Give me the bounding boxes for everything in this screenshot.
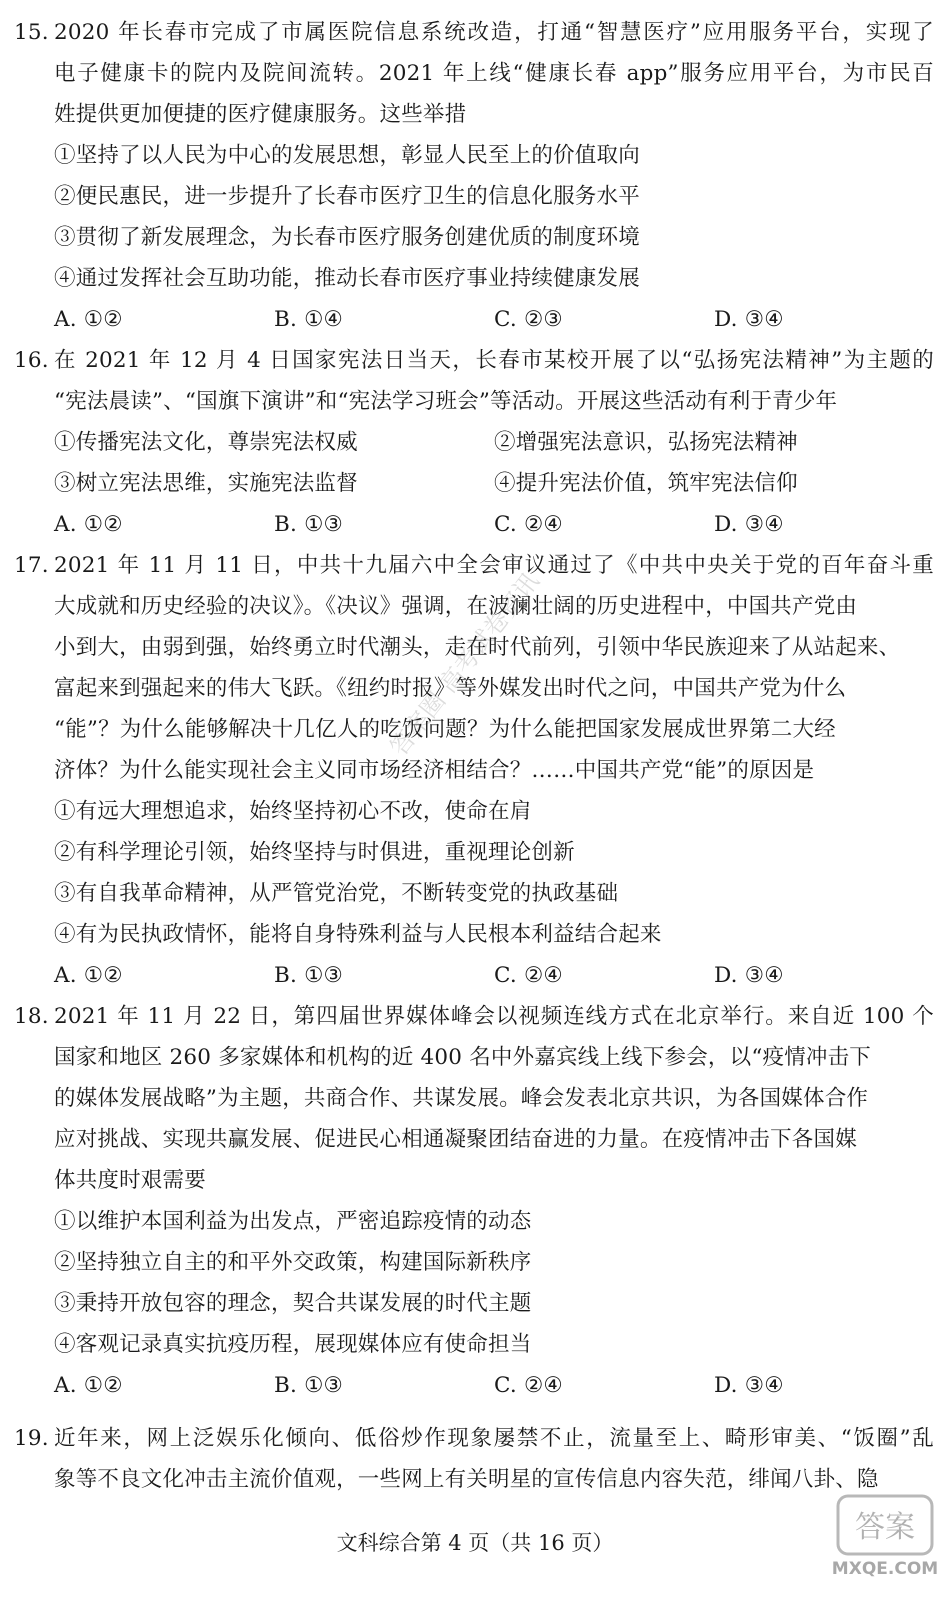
question-stem-line: 2021 年 11 月 11 日，中共十九届六中全会审议通过了《中共中央关于党的百年奋斗重	[54, 553, 934, 578]
statement: ④客观记录真实抗疫历程，展现媒体应有使命担当	[54, 1332, 532, 1357]
question-stem-line: 的媒体发展战略”为主题，共商合作、共谋发展。峰会发表北京共识，为各国媒体合作	[54, 1086, 869, 1111]
question-17	[14, 545, 934, 996]
question-stem-line: 应对挑战、实现共赢发展、促进民心相通凝聚团结奋进的力量。在疫情冲击下各国媒	[54, 1127, 857, 1152]
question-number: 17.	[14, 553, 49, 578]
question-15	[14, 12, 934, 340]
option-c: C. ②④	[494, 1373, 563, 1398]
question-stem-line: 2020 年长春市完成了市属医院信息系统改造，打通“智慧医疗”应用服务平台，实现了	[54, 20, 934, 45]
watermark-logo-icon	[830, 1490, 940, 1580]
option-a: A. ①②	[54, 512, 123, 537]
option-a: A. ①②	[54, 307, 123, 332]
question-number: 15.	[14, 20, 49, 45]
question-stem-line: 富起来到强起来的伟大飞跃。《纽约时报》等外媒发出时代之问，中国共产党为什么	[54, 676, 847, 701]
page-footer: 文科综合第 4 页（共 16 页）	[336, 1531, 614, 1555]
answer-options	[14, 299, 934, 340]
question-stem-line: 姓提供更加便捷的医疗健康服务。这些举措	[54, 102, 467, 127]
option-a: A. ①②	[54, 963, 123, 988]
statement: ④通过发挥社会互助功能，推动长春市医疗事业持续健康发展	[54, 266, 640, 291]
option-b: B. ①③	[274, 963, 344, 988]
question-number: 18.	[14, 1004, 49, 1029]
statement: ①坚持了以人民为中心的发展思想，彰显人民至上的价值取向	[54, 143, 640, 168]
question-stem-line: “宪法晨读”、“国旗下演讲”和“宪法学习班会”等活动。开展这些活动有利于青少年	[54, 389, 838, 414]
question-number: 16.	[14, 348, 49, 373]
question-stem-line: “能”？为什么能够解决十几亿人的吃饭问题？为什么能把国家发展成世界第二大经	[54, 717, 836, 742]
statement: ③树立宪法思维，实施宪法监督	[54, 471, 358, 496]
svg-text:MXQE.COM: MXQE.COM	[831, 1559, 939, 1579]
question-stem-line: 近年来，网上泛娱乐化倾向、低俗炒作现象屡禁不止，流量至上、畸形审美、“饭圈”乱	[54, 1426, 934, 1451]
statement: ②坚持独立自主的和平外交政策，构建国际新秩序	[54, 1250, 532, 1275]
statement: ③贯彻了新发展理念，为长春市医疗服务创建优质的制度环境	[54, 225, 640, 250]
statement: ③有自我革命精神，从严管党治党，不断转变党的执政基础	[54, 881, 619, 906]
answer-options	[14, 504, 934, 545]
question-stem-line: 小到大，由弱到强，始终勇立时代潮头，走在时代前列，引领中华民族迎来了从站起来、	[54, 635, 901, 660]
statement: ②便民惠民，进一步提升了长春市医疗卫生的信息化服务水平	[54, 184, 640, 209]
option-d: D. ③④	[714, 1373, 784, 1398]
svg-text:答案: 答案	[855, 1510, 915, 1545]
question-18	[14, 996, 934, 1406]
question-stem-line: 国家和地区 260 多家媒体和机构的近 400 名中外嘉宾线上线下参会，以“疫情冲击下	[54, 1045, 872, 1070]
question-stem-line: 在 2021 年 12 月 4 日国家宪法日当天，长春市某校开展了以“弘扬宪法精神”为主题的	[54, 348, 934, 373]
option-c: C. ②④	[494, 963, 563, 988]
question-stem-line: 济体？为什么能实现社会主义同市场经济相结合？……中国共产党“能”的原因是	[54, 758, 815, 783]
statement: ①传播宪法文化，尊崇宪法权威	[54, 430, 358, 455]
question-16	[14, 340, 934, 545]
statement: ④有为民执政情怀，能将自身特殊利益与人民根本利益结合起来	[54, 922, 662, 947]
answer-options	[14, 955, 934, 996]
question-number: 19.	[14, 1426, 49, 1451]
statement: ①有远大理想追求，始终坚持初心不改，使命在肩	[54, 799, 532, 824]
statement: ②增强宪法意识，弘扬宪法精神	[494, 430, 798, 455]
question-stem-line: 2021 年 11 月 22 日，第四届世界媒体峰会以视频连线方式在北京举行。来自近 100 个	[54, 1004, 934, 1029]
question-19	[14, 1418, 934, 1500]
option-b: B. ①③	[274, 512, 344, 537]
option-b: B. ①③	[274, 1373, 344, 1398]
statement: ③秉持开放包容的理念，契合共谋发展的时代主题	[54, 1291, 532, 1316]
statement: ①以维护本国利益为出发点，严密追踪疫情的动态	[54, 1209, 532, 1234]
option-c: C. ②④	[494, 512, 563, 537]
option-a: A. ①②	[54, 1373, 123, 1398]
option-d: D. ③④	[714, 963, 784, 988]
option-d: D. ③④	[714, 307, 784, 332]
question-stem-line: 体共度时艰需要	[54, 1168, 206, 1193]
option-b: B. ①④	[274, 307, 344, 332]
question-stem-line: 象等不良文化冲击主流价值观，一些网上有关明星的宣传信息内容失范，绯闻八卦、隐	[54, 1467, 879, 1492]
option-d: D. ③④	[714, 512, 784, 537]
statement: ④提升宪法价值，筑牢宪法信仰	[494, 471, 798, 496]
option-c: C. ②③	[494, 307, 563, 332]
question-stem-line: 电子健康卡的院内及院间流转。2021 年上线“健康长春 app”服务应用平台，为市民百	[54, 61, 934, 86]
answer-options	[14, 1365, 934, 1406]
question-stem-line: 大成就和历史经验的决议》。《决议》强调，在波澜壮阔的历史进程中，中国共产党由	[54, 594, 858, 619]
statement: ②有科学理论引领，始终坚持与时俱进，重视理论创新	[54, 840, 575, 865]
diagonal-watermark: 答案圈 高考试卷资讯	[384, 567, 545, 761]
